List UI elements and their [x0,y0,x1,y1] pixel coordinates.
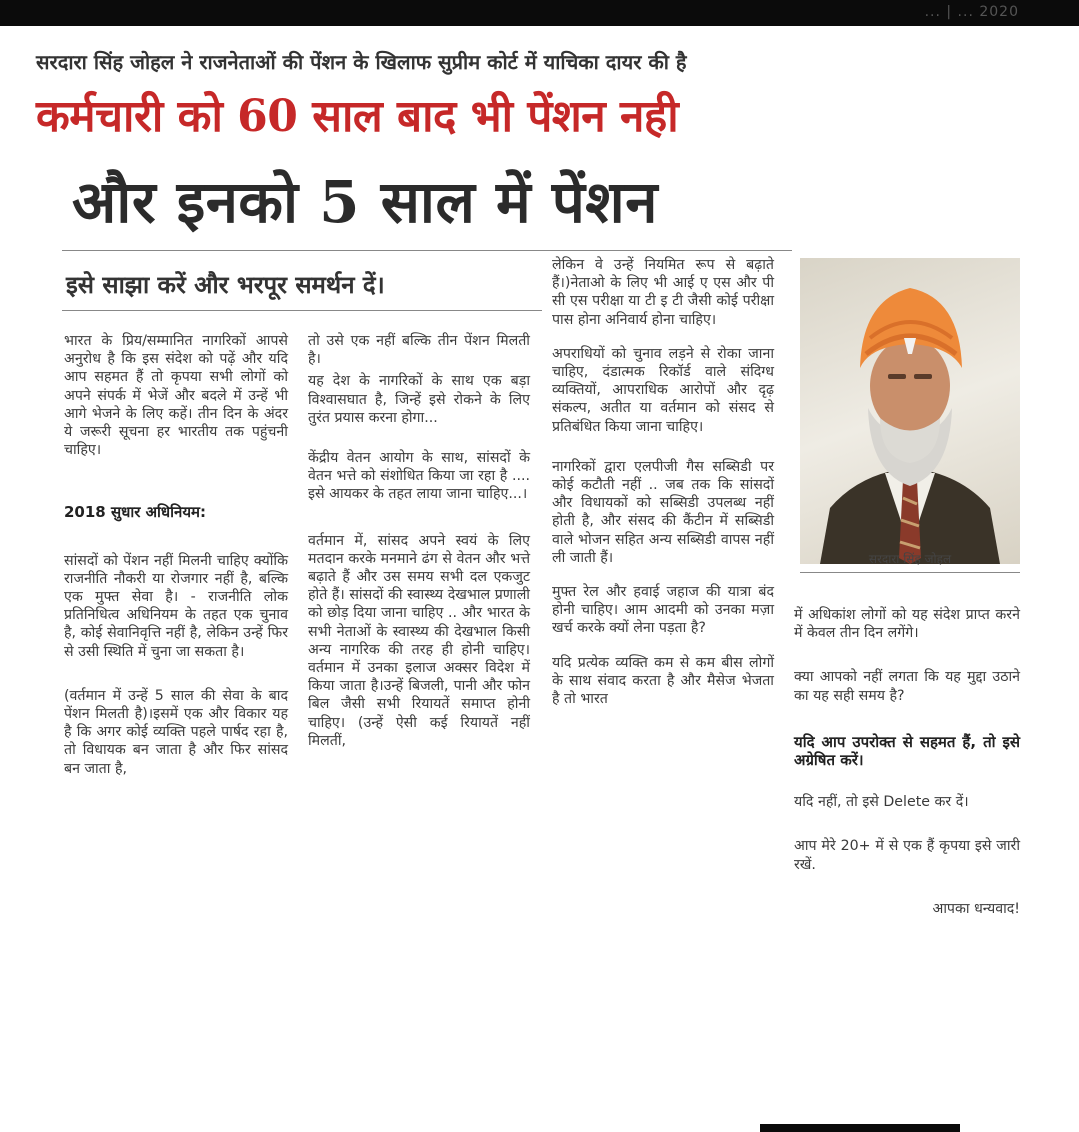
col1-paragraph-3: (वर्तमान में उन्हें 5 साल की सेवा के बाद पेंशन मिलती है)।इसमें एक और विकार यह है कि अगर कोई व्यक्ति पहले पार्षद रहा है, तो विधायक बन जाता है और फिर सांसद बन जाता है, [64,687,288,777]
col4-paragraph-1: में अधिकांश लोगों को यह संदेश प्राप्त करने में केवल तीन दिन लगेंगे। [794,607,1020,642]
col4-paragraph-2: क्या आपको नहीं लगता कि यह मुद्दा उठाने का यह सही समय है? [794,669,1020,704]
col2-paragraph-1: तो उसे एक नहीं बल्कि तीन पेंशन मिलती है। [308,333,530,368]
divider-top [62,250,792,251]
divider-caption [800,572,1020,573]
article-column-1 [64,332,288,788]
col4-bold-callout: यदि आप उपरोक्त से सहमत हैं, तो इसे अग्रेषित करें। [794,732,1020,770]
headline-line-2: और इनको 5 साल में पेंशन [72,168,658,236]
col3-paragraph-2: अपराधियों को चुनाव लड़ने से रोका जाना चाहिए, दंडात्मक रिकॉर्ड वाले संदिग्ध व्यक्तियों, आपराधिक आरोपों और दृढ़ संकल्प, अतीत या वर्तमान को संसद से प्रतिबंधित किया जाना चाहिए। [552,345,774,435]
headline-line-1: कर्मचारी को 60 साल बाद भी पेंशन नही [36,91,679,142]
col3-paragraph-1: लेकिन वे उन्हें नियमित रूप से बढ़ाते हैं।)नेताओ के लिए भी आई ए एस और पी सी एस परीक्षा या टी इ टी जैसी कोई परीक्षा पास होना अनिवार्य होना चाहिए। [552,257,774,328]
col2-paragraph-4: वर्तमान में, सांसद अपने स्वयं के लिए मतदान करके मनमाने ढंग से वेतन और भत्ते बढ़ाते हैं और उस समय सभी दल एकजुट होते हैं। सांसदों की स्वास्थ्य देखभाल प्रणाली को छोड़ दिया जाना चाहिए .. और भारत के सभी नेताओं के स्वास्थ्य की देखभाल किसी अन्य नागरिक की तरह ही होनी चाहिए। वर्तमान में उनका इलाज अक्सर विदेश में किया जाता है।उन्हें बिजली, पानी और फोन बिल जैसी सभी रियायतें समाप्त होनी चाहिए। (उन्हें ऐसी कई रियायतें नहीं मिलतीं, [308,532,530,749]
col4-sign-off: आपका धन्यवाद! [932,900,1020,917]
photo-caption: सरदारा सिंह जोहल [868,552,952,566]
divider-sub [62,310,542,311]
col2-paragraph-3: केंद्रीय वेतन आयोग के साथ, सांसदों के वेतन भत्ते को संशोधित किया जा रहा है .... इसे आयकर के तहत लाया जाना चाहिए...। [308,450,530,503]
portrait-photo [800,258,1020,564]
article-column-3 [552,256,774,718]
article-column-2 [308,332,530,760]
col3-paragraph-3: नागरिकों द्वारा एलपीजी गैस सब्सिडी पर कोई कटौती नहीं .. जब तक कि सांसदों और विधायकों को सब्सिडी उपलब्ध नहीं होती है, और संसद की कैंटीन में सब्सिडी वाले भोजन सहित अन्य सब्सिडी वापस नहीं ली जाती हैं। [552,458,774,566]
col1-paragraph-1: भारत के प्रिय/सम्मानित नागरिकों आपसे अनुरोध है कि इस संदेश को पढ़ें और यदि आप सहमत हैं तो कृपया सभी लोगों को अपने संपर्क में भेजें और बदले में उन्हें भी आगे भेजने के लिए कहें। तीन दिन के अंदर ये जरूरी सूचना हर भारतीय तक पहुंचनी चाहिए। [64,333,288,459]
col3-paragraph-4: मुफ्त रेल और हवाई जहाज की यात्रा बंद होनी चाहिए। आम आदमी को उनका मज़ा खर्च करके क्यों लेना पड़ता है? [552,584,774,637]
col4-paragraph-5: आप मेरे 20+ में से एक हैं कृपया इसे जारी रखें. [794,838,1020,873]
col3-paragraph-5: यदि प्रत्येक व्यक्ति कम से कम बीस लोगों के साथ संवाद करता है और मैसेज भेजता है तो भारत [552,654,774,708]
portrait-illustration [800,258,1020,564]
top-bar-text: ... | ... 2020 [924,4,1019,20]
col1-section-heading: 2018 सुधार अधिनियम: [64,503,207,522]
col4-paragraph-4: यदि नहीं, तो इसे Delete कर दें। [794,794,969,811]
bottom-black-bar [760,1124,960,1132]
subheading: इसे साझा करें और भरपूर समर्थन दें। [66,270,385,299]
kicker-line: सरदारा सिंह जोहल ने राजनेताओं की पेंशन के खिलाफ सुप्रीम कोर्ट में याचिका दायर की है [36,50,687,74]
col1-paragraph-2: सांसदों को पेंशन नहीं मिलनी चाहिए क्योंकि राजनीति नौकरी या रोजगार नहीं है, बल्कि एक मुफ्त सेवा है। - राजनीति लोक प्रतिनिधित्व अधिनियम के तहत एक चुनाव है, कोई सेवानिवृत्ति नहीं है, लेकिन उन्हें फिर से उसी स्थिति में चुना जा सकता है। [64,552,288,660]
col2-paragraph-2: यह देश के नागरिकों के साथ एक बड़ा विश्वासघात है, जिन्हें इसे रोकने के लिए तुरंत प्रयास करना होगा... [308,373,530,426]
article-column-4 [794,606,1020,928]
